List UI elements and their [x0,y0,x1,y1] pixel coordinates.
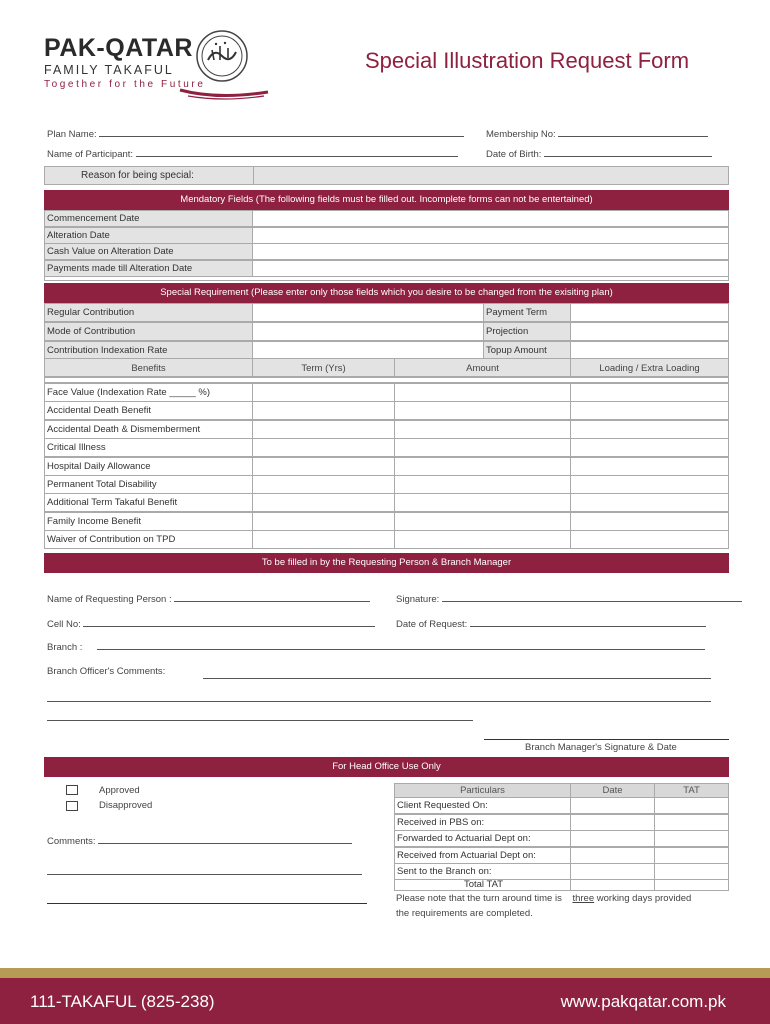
special-row-input[interactable] [570,303,729,322]
benefit-row-input[interactable] [570,438,729,457]
special-row-input[interactable] [252,322,484,341]
date-of-birth-field[interactable] [486,148,712,160]
special-row-label: Topup Amount [483,341,571,360]
head-office-date-input[interactable] [570,814,655,831]
special-row-input[interactable] [252,303,484,322]
benefit-row-input[interactable] [252,383,395,402]
head-office-tat-input[interactable] [654,847,729,864]
comment-line[interactable] [47,903,367,904]
benefit-row-label: Accidental Death Benefit [44,401,253,420]
mandatory-row-label: Alteration Date [44,227,253,244]
head-office-column-header: Date [570,783,655,798]
head-office-tat-input[interactable] [654,797,729,814]
logo-swoosh-icon [178,82,270,102]
comment-line[interactable] [47,701,711,702]
head-office-row-label: Sent to the Branch on: [394,863,571,880]
special-row-label: Mode of Contribution [44,322,253,341]
membership-no-field[interactable] [486,128,708,140]
date-of-birth-label: Date of Birth: [486,149,542,160]
approved-label: Approved [99,785,140,796]
mandatory-row-input[interactable] [252,260,729,277]
head-office-tat-input[interactable] [654,863,729,880]
benefit-row-input[interactable] [252,401,395,420]
benefit-row-input[interactable] [394,383,571,402]
disapproved-checkbox[interactable] [66,801,78,811]
benefit-row-input[interactable] [252,420,395,439]
benefit-row-label: Critical Illness [44,438,253,457]
head-office-row-label: Client Requested On: [394,797,571,814]
head-office-row-label: Forwarded to Actuarial Dept on: [394,830,571,847]
reason-label: Reason for being special: [81,170,194,181]
benefits-column-header: Benefits [44,358,253,377]
plan-name-field[interactable] [47,128,464,140]
mandatory-row-label: Payments made till Alteration Date [44,260,253,277]
brand-subtitle: FAMILY TAKAFUL [44,63,174,77]
benefit-row-input[interactable] [252,438,395,457]
benefits-column-header: Loading / Extra Loading [570,358,729,377]
benefit-row-input[interactable] [394,420,571,439]
head-office-tat-input[interactable] [654,814,729,831]
head-office-tat-input[interactable] [654,830,729,847]
signature-field[interactable] [396,593,742,605]
form-title: Special Illustration Request Form [365,48,690,73]
date-of-request-label: Date of Request: [396,619,468,630]
reason-field[interactable] [44,166,729,185]
benefits-column-header: Amount [394,358,571,377]
mandatory-spacer [44,276,729,281]
requesting-header: To be filled in by the Requesting Person & Branch Manager [44,553,729,573]
tat-note [396,893,691,904]
benefit-row-input[interactable] [394,438,571,457]
plan-name-label: Plan Name: [47,129,97,140]
mandatory-row-input[interactable] [252,243,729,260]
benefit-row-input[interactable] [570,401,729,420]
footer-accent [0,968,770,978]
special-row-label: Regular Contribution [44,303,253,322]
cell-no-field[interactable] [47,618,375,630]
footer-phone: 111-TAKAFUL (825-238) [30,992,215,1011]
requesting-person-label: Name of Requesting Person : [47,594,172,605]
benefit-row-input[interactable] [252,530,395,549]
tat-note-days: three [572,893,595,904]
participant-name-label: Name of Participant: [47,149,134,160]
benefit-row-input[interactable] [570,420,729,439]
mandatory-header: Mendatory Fields (The following fields must be filled out. Incomplete forms can not be entertained) [44,190,729,210]
signature-label: Signature: [396,594,440,605]
head-office-date-input[interactable] [570,847,655,864]
manager-signature-label: Branch Manager's Signature & Date [525,742,677,753]
branch-field[interactable] [47,641,705,653]
disapproved-label: Disapproved [99,800,153,811]
benefit-row-label: Family Income Benefit [44,512,253,531]
brand-tagline: Together for the Future [44,79,206,90]
tat-note-text: Please note that the turn around time is [396,893,562,904]
tat-note-line-3: the requirements are completed. [396,908,533,919]
participant-name-field[interactable] [47,148,458,160]
membership-no-label: Membership No: [486,129,556,140]
benefit-row-input[interactable] [252,475,395,494]
brand-name: PAK-QATAR [44,34,193,62]
branch-comments-label: Branch Officer's Comments: [47,666,166,677]
head-office-date-input[interactable] [570,830,655,847]
mandatory-row-input[interactable] [252,227,729,244]
benefit-row-input[interactable] [394,401,571,420]
comment-line[interactable] [203,678,711,679]
benefit-row-input[interactable] [570,457,729,476]
benefit-row-input[interactable] [570,512,729,531]
benefit-row-label: Hospital Daily Allowance [44,457,253,476]
mandatory-row-label: Commencement Date [44,210,253,227]
total-tat-input[interactable] [654,879,729,891]
benefit-row-input[interactable] [394,475,571,494]
footer [0,978,770,1024]
benefit-row-input[interactable] [570,475,729,494]
comments-field[interactable] [47,835,352,847]
special-requirement-header: Special Requirement (Please enter only those fields which you desire to be changed from the exisiting plan) [44,283,729,303]
comments-label: Comments: [47,836,96,847]
benefit-row-input[interactable] [570,530,729,549]
benefit-row-input[interactable] [570,383,729,402]
mandatory-row-label: Cash Value on Alteration Date [44,243,253,260]
manager-signature-line[interactable] [484,739,729,740]
benefit-row-label: Accidental Death & Dismemberment [44,420,253,439]
comment-line[interactable] [47,874,362,875]
head-office-column-header: Particulars [394,783,571,798]
benefit-row-label: Permanent Total Disability [44,475,253,494]
head-office-column-header: TAT [654,783,729,798]
head-office-row-label: Received from Actuarial Dept on: [394,847,571,864]
special-row-input[interactable] [570,322,729,341]
footer-website[interactable]: www.pakqatar.com.pk [560,992,726,1011]
total-tat-date-input[interactable] [570,879,655,891]
head-office-date-input[interactable] [570,797,655,814]
mandatory-row-input[interactable] [252,210,729,227]
special-row-label: Contribution Indexation Rate [44,341,253,360]
benefit-row-input[interactable] [394,512,571,531]
approved-checkbox[interactable] [66,785,78,795]
benefit-row-label: Face Value (Indexation Rate _____ %) [44,383,253,402]
comment-line[interactable] [47,720,473,721]
benefit-row-input[interactable] [252,493,395,512]
benefit-row-input[interactable] [252,512,395,531]
benefit-row-input[interactable] [394,457,571,476]
head-office-row-label: Received in PBS on: [394,814,571,831]
head-office-header: For Head Office Use Only [44,757,729,777]
total-tat-label: Total TAT [394,879,571,891]
benefit-row-input[interactable] [394,493,571,512]
special-row-label: Payment Term [483,303,571,322]
cell-no-label: Cell No: [47,619,81,630]
head-office-date-input[interactable] [570,863,655,880]
benefit-row-label: Waiver of Contribution on TPD [44,530,253,549]
benefit-row-input[interactable] [252,457,395,476]
benefit-row-input[interactable] [570,493,729,512]
date-of-request-field[interactable] [396,618,706,630]
branch-label: Branch : [47,642,83,653]
requesting-person-field[interactable] [47,593,370,605]
benefit-row-label: Additional Term Takaful Benefit [44,493,253,512]
benefit-row-input[interactable] [394,530,571,549]
benefits-column-header: Term (Yrs) [252,358,395,377]
tat-note-text-2: working days provided [596,893,692,904]
special-row-label: Projection [483,322,571,341]
